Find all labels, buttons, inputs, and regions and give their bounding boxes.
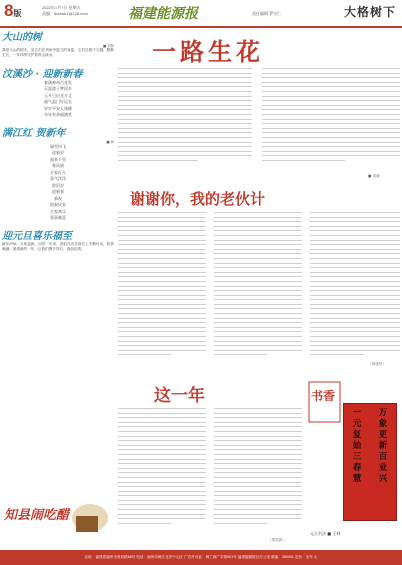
- text-line: [262, 73, 400, 74]
- calligraphy-artwork: [308, 381, 398, 541]
- text-line: [214, 313, 302, 314]
- text-line: [118, 221, 206, 222]
- text-line: [118, 354, 171, 355]
- text-line: [262, 86, 400, 87]
- sidebar-body-4: 新年伊始，万象更新。回首一年来，我们在各自岗位上辛勤付出，收获满满。展望新的一年，让我们携手同行，再创佳绩。: [2, 241, 114, 252]
- text-line: [214, 436, 302, 437]
- text-line: [118, 263, 206, 264]
- text-line: [262, 96, 400, 97]
- text-line: [262, 151, 400, 152]
- text-line: [214, 491, 302, 492]
- page-number: 8版: [4, 1, 22, 20]
- text-line: [118, 249, 206, 250]
- text-line: [118, 286, 206, 287]
- text-line: [310, 240, 400, 241]
- text-line: [214, 523, 267, 524]
- text-line: [214, 431, 302, 432]
- text-line: [262, 155, 400, 156]
- text-line: [310, 272, 400, 273]
- text-line: [214, 500, 302, 501]
- text-line: [118, 123, 252, 124]
- text-line: [214, 299, 302, 300]
- text-line: [310, 244, 400, 245]
- text-line: [214, 221, 302, 222]
- text-line: [214, 308, 302, 309]
- text-line: [118, 336, 206, 337]
- article-2-col-1: [118, 212, 206, 359]
- text-line: [118, 408, 206, 409]
- text-line: [214, 486, 302, 487]
- article-byline-3: （郑凯凯）: [268, 538, 286, 542]
- text-line: [214, 514, 302, 515]
- text-line: [118, 142, 252, 143]
- article-title-1: 一路生花: [152, 37, 264, 66]
- text-line: [118, 299, 206, 300]
- text-line: [310, 230, 400, 231]
- text-line: [118, 449, 206, 450]
- text-line: [214, 253, 302, 254]
- text-line: [214, 276, 302, 277]
- text-line: [118, 491, 206, 492]
- article-2-col-2: [214, 212, 302, 359]
- text-line: [214, 422, 302, 423]
- calligraphy-scroll: 一 元 复 始 三 春 慧 万 象 更 新 百 业 兴: [343, 403, 397, 521]
- text-line: [214, 354, 267, 355]
- text-line: [118, 345, 206, 346]
- text-line: [214, 318, 302, 319]
- text-line: [262, 100, 400, 101]
- text-line: [118, 295, 206, 296]
- sidebar-byline-3: ■ 林: [106, 139, 114, 144]
- art-label: 知县闹吃醋: [4, 508, 70, 523]
- text-line: [214, 445, 302, 446]
- text-line: [118, 212, 206, 213]
- text-line: [118, 495, 206, 496]
- sidebar-title-2: 汶溪沙 · 迎新新春: [2, 68, 83, 80]
- text-line: [118, 100, 252, 101]
- text-line: [118, 454, 206, 455]
- text-line: [118, 244, 206, 245]
- text-line: [310, 290, 400, 291]
- text-line: [262, 160, 345, 161]
- text-line: [214, 477, 302, 478]
- text-line: [118, 514, 206, 515]
- text-line: [118, 272, 206, 273]
- text-line: [118, 509, 206, 510]
- text-line: [214, 272, 302, 273]
- text-line: [262, 142, 400, 143]
- calligraphy-label: 元旦书法 ■ 王林: [310, 531, 341, 536]
- article-byline-2: （林建材）: [368, 362, 386, 366]
- text-line: [118, 230, 206, 231]
- text-line: [214, 482, 302, 483]
- text-line: [262, 109, 400, 110]
- text-line: [214, 440, 302, 441]
- text-line: [310, 308, 400, 309]
- text-line: [118, 341, 206, 342]
- text-line: [118, 226, 206, 227]
- text-line: [118, 304, 206, 305]
- sidebar-art: [2, 496, 112, 536]
- text-line: [118, 119, 252, 120]
- text-line: [214, 295, 302, 296]
- text-line: [310, 304, 400, 305]
- main-column: [118, 28, 400, 546]
- sidebar-poem-3: 瑞雪纷飞 迎新岁 福来千里 春风到 万家灯火 喜气洋洋 辞旧岁 迎新春 恭祝 国泰民安 合家欢乐 事事顺意: [50, 143, 66, 221]
- text-line: [310, 295, 400, 296]
- header-info: 2022年1月7日 星期五 责编：lbxdwk1@126.com: [42, 5, 88, 16]
- text-line: [118, 109, 252, 110]
- text-line: [214, 336, 302, 337]
- text-line: [262, 128, 400, 129]
- article-title-2: 谢谢你，我的老伙计: [130, 190, 266, 208]
- text-line: [214, 459, 302, 460]
- text-line: [118, 318, 206, 319]
- text-line: [214, 230, 302, 231]
- text-line: [118, 463, 206, 464]
- text-line: [118, 331, 206, 332]
- text-line: [118, 68, 252, 69]
- text-line: [310, 345, 400, 346]
- text-line: [118, 504, 206, 505]
- text-line: [214, 286, 302, 287]
- text-line: [118, 240, 206, 241]
- text-line: [214, 249, 302, 250]
- text-line: [118, 253, 206, 254]
- text-line: [310, 263, 400, 264]
- text-line: [214, 327, 302, 328]
- sidebar-title-4: 迎元旦喜乐福至: [2, 230, 72, 242]
- text-line: [118, 518, 206, 519]
- text-line: [310, 253, 400, 254]
- text-line: [118, 500, 206, 501]
- text-line: [214, 290, 302, 291]
- text-line: [118, 91, 252, 92]
- text-line: [214, 426, 302, 427]
- text-line: [214, 345, 302, 346]
- article-3-col-1: [118, 408, 206, 527]
- text-line: [214, 258, 302, 259]
- text-line: [310, 299, 400, 300]
- text-line: [310, 267, 400, 268]
- text-line: [214, 472, 302, 473]
- text-line: [118, 313, 206, 314]
- text-line: [118, 128, 252, 129]
- text-line: [214, 217, 302, 218]
- text-line: [118, 426, 206, 427]
- text-line: [118, 523, 171, 524]
- text-line: [310, 235, 400, 236]
- text-line: [262, 82, 400, 83]
- text-line: [310, 221, 400, 222]
- text-line: [262, 119, 400, 120]
- article-byline-1: ■ 刘晓: [368, 174, 380, 178]
- text-line: [214, 322, 302, 323]
- text-line: [214, 281, 302, 282]
- text-line: [310, 226, 400, 227]
- text-line: [118, 445, 206, 446]
- text-line: [118, 132, 252, 133]
- text-line: [262, 114, 400, 115]
- text-line: [214, 212, 302, 213]
- text-line: [118, 350, 206, 351]
- text-line: [118, 217, 206, 218]
- text-line: [310, 276, 400, 277]
- text-line: [118, 258, 206, 259]
- text-line: [310, 350, 400, 351]
- text-line: [310, 327, 400, 328]
- text-line: [310, 313, 400, 314]
- text-line: [262, 146, 400, 147]
- text-line: [214, 304, 302, 305]
- sidebar-poem-2: 春满神州百花发 天涯游子梦回乡 云开日出光万丈 福气盈门好运长 岁岁平安人康健 年年有余福满堂: [44, 79, 72, 118]
- text-line: [118, 417, 206, 418]
- text-line: [214, 449, 302, 450]
- sidebar-title-3: 满江红 贺新年: [2, 127, 66, 139]
- text-line: [118, 472, 206, 473]
- text-line: [214, 417, 302, 418]
- text-line: [118, 459, 206, 460]
- text-line: [118, 160, 198, 161]
- text-line: [310, 217, 400, 218]
- text-line: [118, 267, 206, 268]
- text-line: [118, 235, 206, 236]
- page-footer: 社址：福建省福州市省府路68号 电话：福州市闽江北岸中心区 广告许可证：闽工商广字第001号 福建能源报社办公室 邮编：350001 定价：全年 元: [0, 550, 402, 565]
- text-line: [118, 431, 206, 432]
- text-line: [118, 86, 252, 87]
- text-line: [118, 440, 206, 441]
- text-line: [310, 281, 400, 282]
- article-title-3: 这一年: [154, 386, 205, 406]
- sidebar: [2, 28, 114, 546]
- section-title: 大格树下: [343, 5, 396, 19]
- text-line: [262, 77, 400, 78]
- text-line: [214, 413, 302, 414]
- text-line: [262, 68, 400, 69]
- text-line: [118, 276, 206, 277]
- article-2-col-3: [310, 212, 400, 359]
- text-line: [214, 468, 302, 469]
- brand-logo: 福建能源报: [128, 6, 198, 22]
- text-line: [310, 336, 400, 337]
- text-line: [118, 155, 252, 156]
- text-line: [118, 327, 206, 328]
- text-line: [214, 454, 302, 455]
- text-line: [310, 341, 400, 342]
- text-line: [214, 235, 302, 236]
- text-line: [118, 482, 206, 483]
- text-line: [118, 290, 206, 291]
- text-line: [214, 518, 302, 519]
- article-1-col-2: [262, 68, 400, 164]
- text-line: [214, 341, 302, 342]
- text-line: [262, 91, 400, 92]
- text-line: [310, 322, 400, 323]
- text-line: [214, 509, 302, 510]
- text-line: [262, 137, 400, 138]
- text-line: [310, 286, 400, 287]
- text-line: [118, 151, 252, 152]
- text-line: [310, 258, 400, 259]
- text-line: [214, 267, 302, 268]
- text-line: [118, 105, 252, 106]
- text-line: [118, 422, 206, 423]
- header-editor: 责任编辑 罗宗仁: [252, 11, 282, 16]
- text-line: [310, 331, 400, 332]
- text-line: [262, 105, 400, 106]
- article-3-col-2: [214, 408, 302, 527]
- text-line: [214, 244, 302, 245]
- text-line: [310, 249, 400, 250]
- text-line: [118, 96, 252, 97]
- text-line: [118, 436, 206, 437]
- text-line: [310, 318, 400, 319]
- text-line: [118, 281, 206, 282]
- text-line: [262, 132, 400, 133]
- text-line: [214, 495, 302, 496]
- text-line: [118, 82, 252, 83]
- text-line: [214, 350, 302, 351]
- page-header: [0, 0, 402, 28]
- text-line: [118, 73, 252, 74]
- article-1-col-1: [118, 68, 252, 164]
- sidebar-body-1: 我爱大山的树木，爱它们在风雨中挺立的身姿，它们扎根于石缝，默默生长，一年四季守护着青山绿水。: [2, 48, 114, 58]
- text-line: [118, 477, 206, 478]
- text-line: [262, 123, 400, 124]
- text-line: [118, 486, 206, 487]
- text-line: [118, 468, 206, 469]
- text-line: [118, 308, 206, 309]
- text-line: [118, 137, 252, 138]
- text-line: [118, 413, 206, 414]
- text-line: [118, 322, 206, 323]
- text-line: [118, 146, 252, 147]
- text-line: [310, 212, 400, 213]
- sidebar-title-1: 大山的树: [2, 32, 42, 43]
- sidebar-byline-1: ■ 刘林: [102, 44, 114, 48]
- seal-stamp: 书香: [308, 381, 341, 423]
- text-line: [214, 226, 302, 227]
- text-line: [214, 331, 302, 332]
- text-line: [214, 463, 302, 464]
- text-line: [118, 77, 252, 78]
- text-line: [214, 408, 302, 409]
- text-line: [214, 504, 302, 505]
- text-line: [214, 240, 302, 241]
- text-line: [214, 263, 302, 264]
- text-line: [118, 114, 252, 115]
- text-line: [310, 354, 364, 355]
